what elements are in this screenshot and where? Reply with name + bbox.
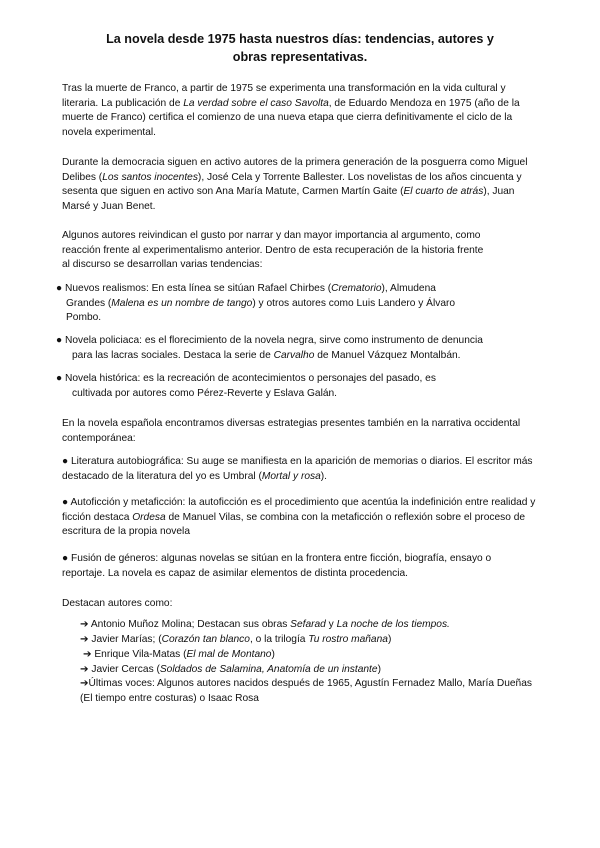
bullet-icon: ● <box>56 373 63 384</box>
bullet-icon: ● <box>56 335 63 346</box>
tendencies-intro-line: al discurso se desarrollan varias tendencias: <box>62 259 263 270</box>
author-text: ) <box>387 634 392 645</box>
list-item-text: de Manuel Vázquez Montalbán. <box>314 349 461 361</box>
list-item-text: Autoficción y metaficción: la autoficción es el procedimiento que acentúa la indefinición entre realidad y ficción destaca <box>62 497 536 523</box>
intro-text-a: Tras la muerte de Franco, a partir de 1975 se experimenta una transformación en la vida cultural y literaria. La publicación de <box>62 83 506 109</box>
list-item-text: ). <box>320 470 328 482</box>
list-item-text: ) y otros autores como Luis Landero y Álvaro <box>252 297 456 309</box>
arrow-right-icon: ➔ <box>80 619 89 630</box>
list-item-text: Grandes ( <box>66 297 112 309</box>
author-item <box>80 677 532 706</box>
list-item-text: Novela histórica: es la recreación de acontecimientos o personajes del pasado, es <box>65 373 436 384</box>
author-text: Antonio Muñoz Molina; Destacan sus obras <box>90 619 291 630</box>
author-text: Últimas voces: Algunos autores nacidos después de 1965, Agustín Fernadez Mallo, María Dueñas (El tiempo entre costuras) o Isaac Rosa <box>80 678 532 704</box>
page-title <box>60 30 540 66</box>
list-item-text: ), Almudena <box>381 283 436 294</box>
list-item-text: Nuevos realismos: En esta línea se sitúan Rafael Chirbes ( <box>65 283 332 294</box>
list-item-text: Literatura autobiográfica: Su auge se manifiesta en la aparición de memorias o diarios. El escritor más destacado de la literatura del yo es Umbral ( <box>62 456 533 482</box>
author-item <box>80 663 540 678</box>
tendencies-intro-line: Algunos autores reivindican el gusto por narrar y dan mayor importancia al argumento, como <box>62 230 481 241</box>
author-text: Enrique Vila-Matas ( <box>94 649 187 660</box>
author-text: y <box>325 619 337 630</box>
arrow-right-icon: ➔ <box>80 678 89 689</box>
authors-intro: Destacan autores como: <box>62 598 173 609</box>
work-title: Corazón tan blanco <box>161 634 250 645</box>
work-title: Tu rostro mañana <box>308 634 388 645</box>
democracy-text-a: Durante la democracia siguen en activo autores de la primera generación de la posguerra como Miguel Delibes ( <box>62 157 528 183</box>
work-title: Ordesa <box>132 511 166 523</box>
arrow-right-icon: ➔ <box>80 634 89 645</box>
tendency-item-historical <box>56 372 526 401</box>
strategy-item-autofiction <box>62 496 536 540</box>
author-text: , o la trilogía <box>249 634 309 645</box>
bullet-icon: ● <box>56 283 63 294</box>
democracy-text-b: ), José Cela y Torrente Ballester. Los novelistas de los años cincuenta y sesenta que siguen en activo son Ana María Matute, Carmen Martín Gaite ( <box>62 171 522 197</box>
arrow-right-icon: ➔ <box>83 649 92 660</box>
bullet-icon: ● <box>62 497 69 508</box>
work-title: Los santos inocentes <box>102 171 198 183</box>
bullet-icon: ● <box>62 553 69 564</box>
work-title: Mortal y rosa <box>261 470 321 482</box>
author-item <box>80 633 540 648</box>
list-item-text: Pombo. <box>66 312 102 323</box>
list-item-text: cultivada por autores como Pérez-Reverte y Eslava Galán. <box>72 387 337 399</box>
work-title: Soldados de Salamina, Anatomía de un instante <box>159 664 378 675</box>
democracy-paragraph <box>62 156 540 214</box>
bullet-icon: ● <box>62 456 69 467</box>
work-title: La verdad sobre el caso Savolta <box>183 97 329 109</box>
title-line-1: La novela desde 1975 hasta nuestros días: tendencias, autores y <box>106 32 494 46</box>
work-title: Carvalho <box>273 349 315 361</box>
arrow-right-icon: ➔ <box>80 664 89 675</box>
intro-text-b: , de Eduardo Mendoza en 1975 (año de la muerte de Franco) certifica el comienzo de una nueva etapa que cierra definitivamente el ciclo de la novela experimental. <box>62 97 520 138</box>
author-item <box>80 618 540 633</box>
work-title: El mal de Montano <box>186 649 272 660</box>
work-title: El cuarto de atrás <box>403 186 484 197</box>
author-text: Javier Cercas ( <box>91 664 160 675</box>
intro-paragraph <box>62 82 540 140</box>
list-item-text: de Manuel Vilas, se combina con la metaficción o reflexión sobre el proceso de escritura de la propia novela <box>62 511 526 537</box>
tendencies-intro-line: reacción frente al experimentalismo anterior. Dentro de esta recuperación de la historia frente <box>62 244 484 256</box>
work-title: Sefarad <box>290 619 326 630</box>
list-item-text: Novela policiaca: es el florecimiento de la novela negra, sirve como instrumento de denuncia <box>65 335 483 346</box>
tendency-item-crime <box>56 334 526 363</box>
work-title: Malena es un nombre de tango <box>111 297 253 309</box>
author-text: Javier Marías; ( <box>91 634 162 645</box>
tendencies-intro-paragraph <box>62 229 540 273</box>
author-text: ) <box>271 649 275 660</box>
work-title: Crematorio <box>331 283 382 294</box>
work-title: La noche de los tiempos. <box>336 619 450 630</box>
title-line-2: obras representativas. <box>232 50 368 64</box>
list-item-text: para las lacras sociales. Destaca la serie de <box>72 349 274 361</box>
author-text: ) <box>377 664 381 675</box>
author-item <box>83 648 543 663</box>
strategy-item-genre-fusion <box>62 552 536 581</box>
strategies-intro-paragraph: En la novela española encontramos diversas estrategias presentes también en la narrativa occidental contemporánea: <box>62 418 521 444</box>
strategy-item-autobiographical <box>62 455 536 484</box>
democracy-text-c: ), Juan Marsé y Juan Benet. <box>62 186 515 212</box>
list-item-text: Fusión de géneros: algunas novelas se sitúan en la frontera entre ficción, biografía, ensayo o reportaje. La novela es capaz de asimilar elementos de distinta procedencia. <box>62 553 492 579</box>
tendency-item-realism <box>56 282 526 326</box>
